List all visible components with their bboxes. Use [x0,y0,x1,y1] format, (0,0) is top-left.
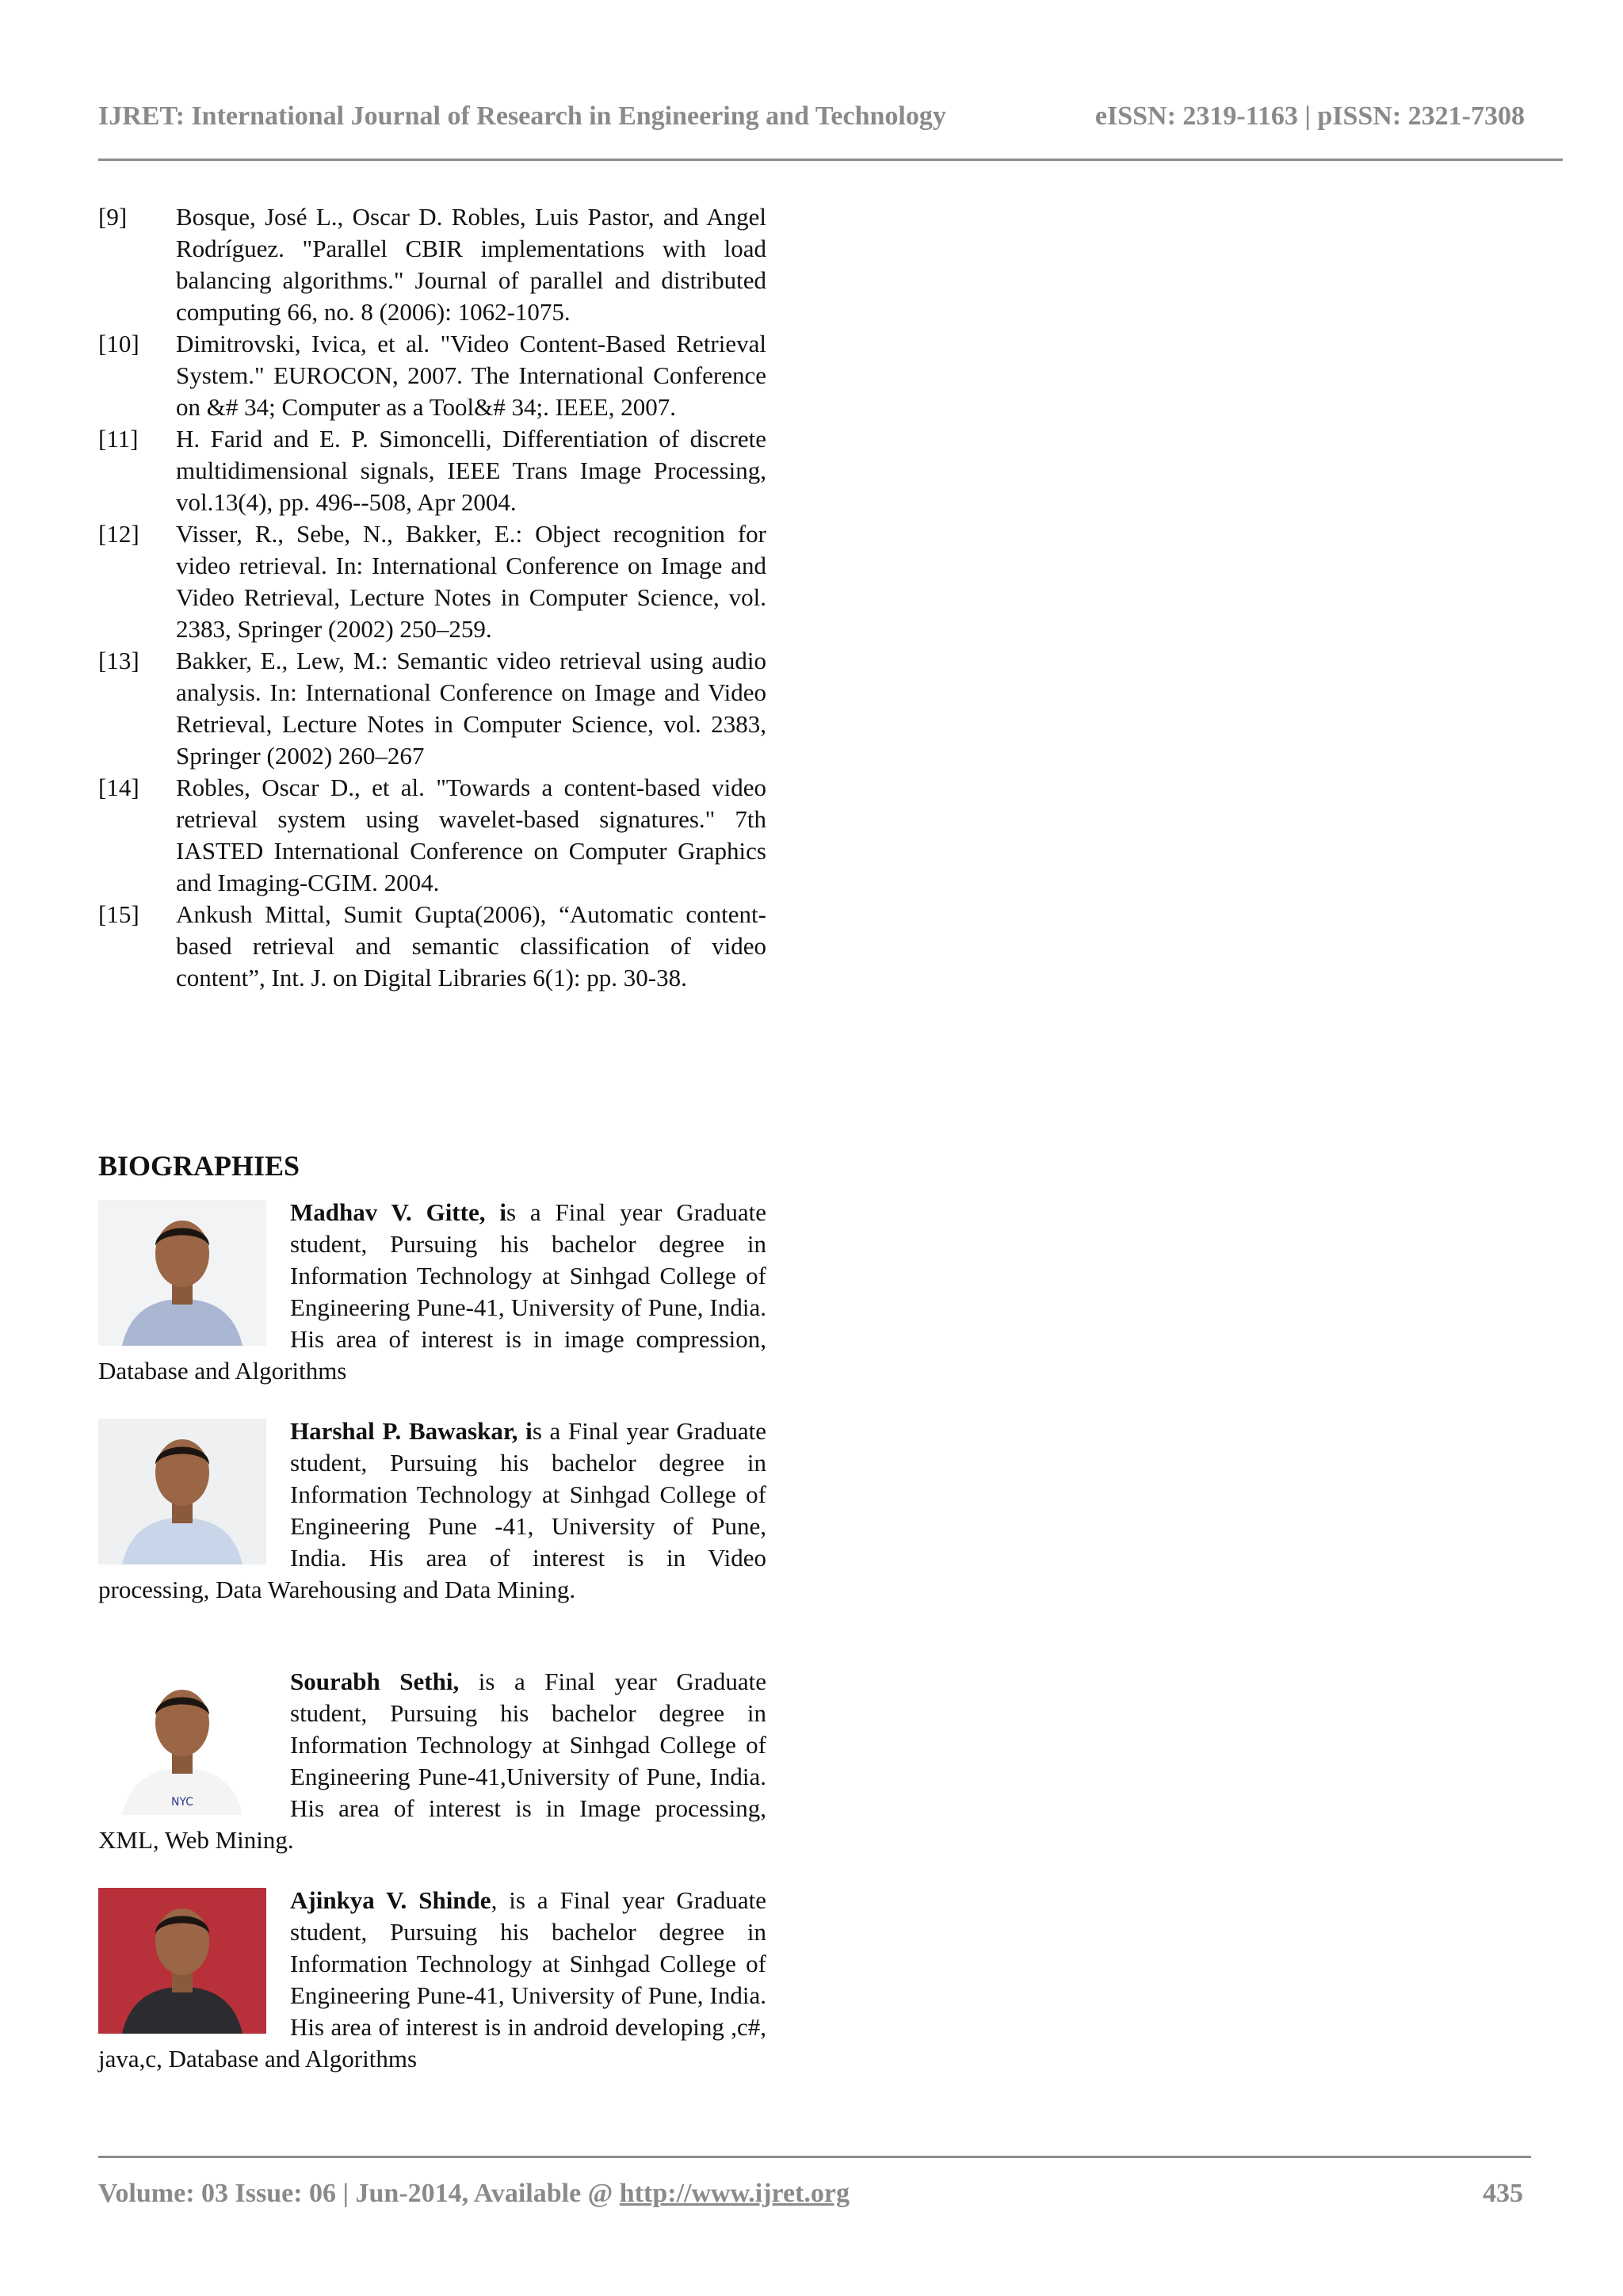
author-name: Sourabh Sethi, [290,1668,460,1695]
reference-number: [14] [98,774,139,801]
volume-info [98,2170,850,2218]
header-divider [98,159,1563,161]
page-header [98,97,1531,136]
reference-text: Visser, R., Sebe, N., Bakker, E.: Object recognition for video retrieval. In: International Conference on Image and Video Retrieval, Lecture Notes in Computer Science, vol. 2383, Springer (2002) 250–259. [176,520,766,643]
reference-item [98,423,766,518]
reference-number: [15] [98,900,139,928]
page-number: 435 [1483,2179,1523,2208]
author-photo [98,1419,266,1564]
bio-text: , is a Final year Graduate student, Pursuing his bachelor degree in Information Technology at Sinhgad College of Engineering Pune-41, University of Pune, India. His area of interest is in android developing ,c#, java,c, Database and Algorithms [98,1886,766,2073]
reference-item [98,772,766,899]
reference-text: Bosque, José L., Oscar D. Robles, Luis Pastor, and Angel Rodríguez. "Parallel CBIR implementations with load balancing algorithms." Journal of parallel and distributed computing 66, no. 8 (2006): 1062-1075. [176,203,766,326]
author-name: Madhav V. Gitte, i [290,1198,506,1226]
author-photo [98,1200,266,1346]
reference-item [98,328,766,423]
author-name: Harshal P. Bawaskar, i [290,1417,533,1445]
bio-entry [98,1885,766,2075]
reference-item [98,899,766,994]
author-photo [98,1888,266,2034]
reference-number: [11] [98,425,139,453]
volume-text: Volume: 03 Issue: 06 | Jun-2014, Available @ [98,2179,620,2208]
issn-text: eISSN: 2319-1163 | pISSN: 2321-7308 [1094,101,1525,131]
journal-title: IJRET: International Journal of Research in Engineering and Technology [98,101,946,131]
photo-shirt-print: NYC [170,1796,194,1809]
reference-text: Ankush Mittal, Sumit Gupta(2006), “Automatic content-based retrieval and semantic classification of video content”, Int. J. on Digital Libraries 6(1): pp. 30-38. [176,900,766,991]
footer-divider [98,2156,1531,2158]
bio-text: is a Final year Graduate student, Pursuing his bachelor degree in Information Technology at Sinhgad College of Engineering Pune-41,University of Pune, India. His area of interest is in Image processing, XML, Web Mining. [98,1668,767,1854]
reference-text: Robles, Oscar D., et al. "Towards a content-based video retrieval system using wavelet-based signatures." 7th IASTED International Conference on Computer Graphics and Imaging-CGIM. 2004. [176,774,766,896]
reference-item [98,518,766,645]
reference-item [98,201,766,328]
author-name: Ajinkya V. Shinde [290,1886,491,1914]
reference-number: [9] [98,203,128,231]
bio-entry [98,1666,766,1856]
biographies-heading: BIOGRAPHIES [98,1150,300,1182]
reference-item [98,645,766,772]
page-footer [98,2170,1531,2218]
journal-link[interactable]: http://www.ijret.org [619,2179,850,2208]
author-photo [98,1669,266,1815]
reference-text: H. Farid and E. P. Simoncelli, Differentiation of discrete multidimensional signals, IEEE Trans Image Processing, vol.13(4), pp. 496--508, Apr 2004. [176,425,766,516]
bio-text: s a Final year Graduate student, Pursuing his bachelor degree in Information Technology at Sinhgad College of Engineering Pune-41, University of Pune, India. His area of interest is in image compression, Database and Algorithms [98,1198,766,1385]
reference-number: [10] [98,330,139,357]
bio-entry [98,1197,766,1387]
reference-number: [12] [98,520,139,548]
reference-text: Bakker, E., Lew, M.: Semantic video retrieval using audio analysis. In: International Conference on Image and Video Retrieval, Lecture Notes in Computer Science, vol. 2383, Springer (2002) 260–267 [176,647,766,770]
bio-text: s a Final year Graduate student, Pursuing his bachelor degree in Information Technology at Sinhgad College of Engineering Pune -41, University of Pune, India. His area of interest is in Video processing, Data Warehousing and Data Mining. [98,1417,767,1603]
reference-number: [13] [98,647,139,674]
bio-entry [98,1415,766,1606]
references-list [98,201,766,994]
reference-text: Dimitrovski, Ivica, et al. "Video Content-Based Retrieval System." EUROCON, 2007. The International Conference on &# 34; Computer as a Tool&# 34;. IEEE, 2007. [176,330,766,421]
